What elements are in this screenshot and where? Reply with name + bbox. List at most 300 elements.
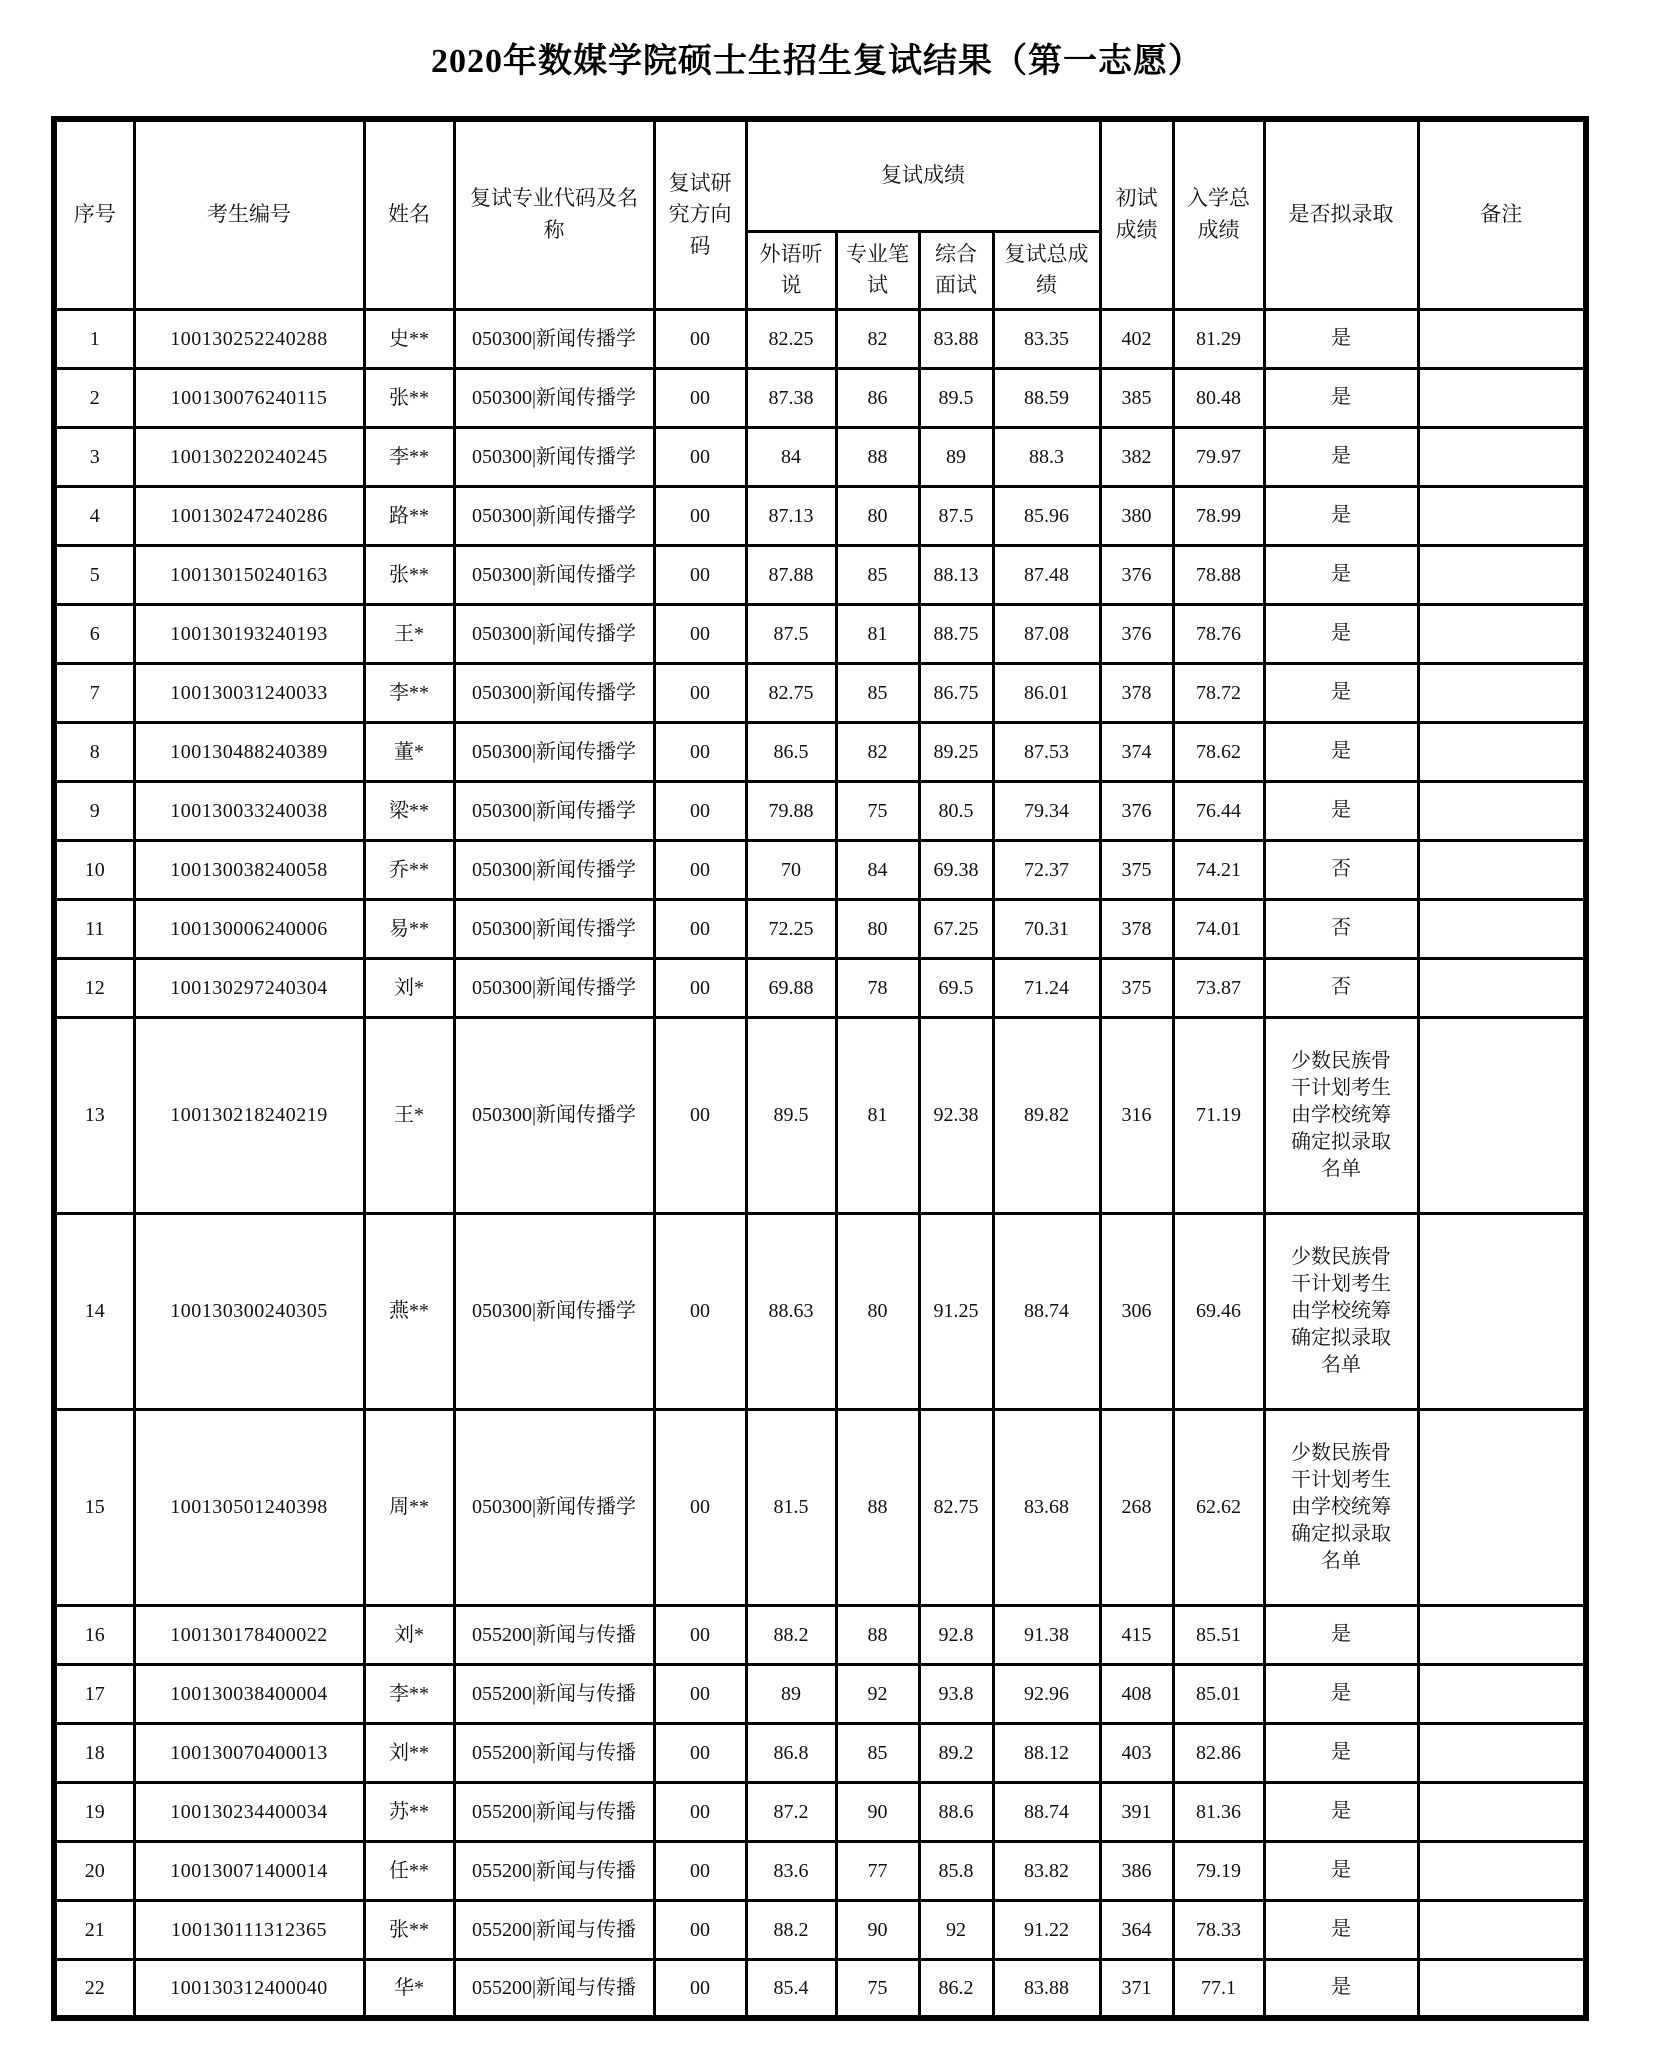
score-interview: 89.5	[919, 368, 993, 427]
row-number: 9	[54, 781, 134, 840]
score-written-test: 75	[836, 1959, 919, 2018]
candidate-name: 苏**	[364, 1782, 454, 1841]
score-initial-test: 375	[1100, 958, 1173, 1017]
score-interview: 93.8	[919, 1664, 993, 1723]
score-retest-total: 87.08	[993, 604, 1100, 663]
header-retest-score-group: 复试成绩	[746, 119, 1100, 231]
candidate-id: 100130033240038	[134, 781, 364, 840]
candidate-id: 100130178400022	[134, 1605, 364, 1664]
table-row	[54, 1605, 1586, 1664]
admission-status: 是	[1264, 427, 1418, 486]
candidate-name: 李**	[364, 663, 454, 722]
score-retest-total: 72.37	[993, 840, 1100, 899]
research-direction-code: 00	[654, 604, 746, 663]
score-admission-total: 81.36	[1173, 1782, 1264, 1841]
table-row	[54, 427, 1586, 486]
score-initial-test: 376	[1100, 604, 1173, 663]
major-code-name: 050300|新闻传播学	[454, 545, 654, 604]
table-row	[54, 604, 1586, 663]
score-initial-test: 378	[1100, 663, 1173, 722]
results-table-body	[54, 309, 1586, 2018]
remarks-cell	[1418, 1664, 1586, 1723]
candidate-id: 100130193240193	[134, 604, 364, 663]
row-number: 12	[54, 958, 134, 1017]
remarks-cell	[1418, 427, 1586, 486]
admission-status: 是	[1264, 309, 1418, 368]
score-foreign-listening: 88.63	[746, 1213, 836, 1409]
remarks-cell	[1418, 899, 1586, 958]
score-admission-total: 78.99	[1173, 486, 1264, 545]
major-code-name: 050300|新闻传播学	[454, 781, 654, 840]
research-direction-code: 00	[654, 486, 746, 545]
major-code-name: 050300|新闻传播学	[454, 663, 654, 722]
score-foreign-listening: 86.8	[746, 1723, 836, 1782]
row-number: 5	[54, 545, 134, 604]
major-code-name: 055200|新闻与传播	[454, 1900, 654, 1959]
score-interview: 69.5	[919, 958, 993, 1017]
research-direction-code: 00	[654, 1723, 746, 1782]
research-direction-code: 00	[654, 1782, 746, 1841]
score-admission-total: 78.76	[1173, 604, 1264, 663]
score-retest-total: 71.24	[993, 958, 1100, 1017]
score-written-test: 78	[836, 958, 919, 1017]
score-written-test: 85	[836, 1723, 919, 1782]
score-foreign-listening: 83.6	[746, 1841, 836, 1900]
remarks-cell	[1418, 545, 1586, 604]
table-row	[54, 545, 1586, 604]
score-retest-total: 86.01	[993, 663, 1100, 722]
candidate-name: 乔**	[364, 840, 454, 899]
score-admission-total: 82.86	[1173, 1723, 1264, 1782]
score-initial-test: 408	[1100, 1664, 1173, 1723]
admission-status: 是	[1264, 1841, 1418, 1900]
score-initial-test: 391	[1100, 1782, 1173, 1841]
score-foreign-listening: 72.25	[746, 899, 836, 958]
score-written-test: 81	[836, 604, 919, 663]
remarks-cell	[1418, 1841, 1586, 1900]
score-interview: 85.8	[919, 1841, 993, 1900]
score-written-test: 86	[836, 368, 919, 427]
header-initial-score: 初试成绩	[1100, 119, 1173, 309]
major-code-name: 055200|新闻与传播	[454, 1664, 654, 1723]
remarks-cell	[1418, 309, 1586, 368]
research-direction-code: 00	[654, 958, 746, 1017]
candidate-id: 100130488240389	[134, 722, 364, 781]
header-name: 姓名	[364, 119, 454, 309]
row-number: 22	[54, 1959, 134, 2018]
score-interview: 92.38	[919, 1017, 993, 1213]
candidate-id: 100130038240058	[134, 840, 364, 899]
score-foreign-listening: 84	[746, 427, 836, 486]
score-admission-total: 71.19	[1173, 1017, 1264, 1213]
admission-status: 是	[1264, 1782, 1418, 1841]
score-interview: 89.2	[919, 1723, 993, 1782]
remarks-cell	[1418, 1723, 1586, 1782]
candidate-id: 100130234400034	[134, 1782, 364, 1841]
admission-status: 是	[1264, 781, 1418, 840]
header-major: 复试专业代码及名称	[454, 119, 654, 309]
score-admission-total: 80.48	[1173, 368, 1264, 427]
score-foreign-listening: 88.2	[746, 1900, 836, 1959]
score-written-test: 82	[836, 309, 919, 368]
score-foreign-listening: 89	[746, 1664, 836, 1723]
score-written-test: 81	[836, 1017, 919, 1213]
table-row	[54, 1017, 1586, 1213]
admission-status: 少数民族骨干计划考生由学校统筹确定拟录取名单	[1264, 1017, 1418, 1213]
major-code-name: 050300|新闻传播学	[454, 427, 654, 486]
score-admission-total: 73.87	[1173, 958, 1264, 1017]
major-code-name: 050300|新闻传播学	[454, 1409, 654, 1605]
major-code-name: 050300|新闻传播学	[454, 840, 654, 899]
score-retest-total: 70.31	[993, 899, 1100, 958]
score-interview: 89.25	[919, 722, 993, 781]
row-number: 15	[54, 1409, 134, 1605]
row-number: 10	[54, 840, 134, 899]
candidate-id: 100130071400014	[134, 1841, 364, 1900]
header-candidate-id: 考生编号	[134, 119, 364, 309]
score-retest-total: 89.82	[993, 1017, 1100, 1213]
score-initial-test: 374	[1100, 722, 1173, 781]
table-row	[54, 1409, 1586, 1605]
score-retest-total: 83.68	[993, 1409, 1100, 1605]
research-direction-code: 00	[654, 1409, 746, 1605]
row-number: 11	[54, 899, 134, 958]
candidate-id: 100130150240163	[134, 545, 364, 604]
admission-status: 少数民族骨干计划考生由学校统筹确定拟录取名单	[1264, 1213, 1418, 1409]
candidate-id: 100130297240304	[134, 958, 364, 1017]
research-direction-code: 00	[654, 781, 746, 840]
header-no: 序号	[54, 119, 134, 309]
score-foreign-listening: 87.88	[746, 545, 836, 604]
admission-status: 是	[1264, 368, 1418, 427]
table-row	[54, 1664, 1586, 1723]
candidate-name: 刘*	[364, 1605, 454, 1664]
remarks-cell	[1418, 486, 1586, 545]
candidate-id: 100130076240115	[134, 368, 364, 427]
header-interview: 综合面试	[919, 231, 993, 309]
remarks-cell	[1418, 1900, 1586, 1959]
remarks-cell	[1418, 1959, 1586, 2018]
major-code-name: 055200|新闻与传播	[454, 1605, 654, 1664]
research-direction-code: 00	[654, 1841, 746, 1900]
candidate-name: 刘**	[364, 1723, 454, 1782]
candidate-name: 张**	[364, 1900, 454, 1959]
score-foreign-listening: 82.25	[746, 309, 836, 368]
header-written: 专业笔试	[836, 231, 919, 309]
major-code-name: 055200|新闻与传播	[454, 1841, 654, 1900]
admission-status: 是	[1264, 663, 1418, 722]
score-initial-test: 364	[1100, 1900, 1173, 1959]
remarks-cell	[1418, 1782, 1586, 1841]
research-direction-code: 00	[654, 1900, 746, 1959]
score-interview: 89	[919, 427, 993, 486]
score-retest-total: 87.53	[993, 722, 1100, 781]
major-code-name: 050300|新闻传播学	[454, 722, 654, 781]
candidate-name: 易**	[364, 899, 454, 958]
major-code-name: 055200|新闻与传播	[454, 1782, 654, 1841]
table-row	[54, 840, 1586, 899]
row-number: 2	[54, 368, 134, 427]
candidate-name: 李**	[364, 1664, 454, 1723]
table-row	[54, 1959, 1586, 2018]
table-row	[54, 663, 1586, 722]
score-interview: 83.88	[919, 309, 993, 368]
score-interview: 88.13	[919, 545, 993, 604]
score-interview: 86.2	[919, 1959, 993, 2018]
table-row	[54, 1782, 1586, 1841]
table-row	[54, 486, 1586, 545]
candidate-name: 王*	[364, 1017, 454, 1213]
score-admission-total: 79.19	[1173, 1841, 1264, 1900]
score-admission-total: 78.72	[1173, 663, 1264, 722]
score-retest-total: 92.96	[993, 1664, 1100, 1723]
score-admission-total: 77.1	[1173, 1959, 1264, 2018]
score-initial-test: 385	[1100, 368, 1173, 427]
score-retest-total: 87.48	[993, 545, 1100, 604]
candidate-name: 梁**	[364, 781, 454, 840]
admission-status: 是	[1264, 604, 1418, 663]
score-retest-total: 85.96	[993, 486, 1100, 545]
admission-status: 少数民族骨干计划考生由学校统筹确定拟录取名单	[1264, 1409, 1418, 1605]
remarks-cell	[1418, 958, 1586, 1017]
remarks-cell	[1418, 1409, 1586, 1605]
score-written-test: 85	[836, 545, 919, 604]
score-retest-total: 83.82	[993, 1841, 1100, 1900]
remarks-cell	[1418, 1213, 1586, 1409]
remarks-cell	[1418, 781, 1586, 840]
table-row	[54, 1900, 1586, 1959]
score-interview: 82.75	[919, 1409, 993, 1605]
score-retest-total: 79.34	[993, 781, 1100, 840]
candidate-id: 100130218240219	[134, 1017, 364, 1213]
table-row	[54, 1841, 1586, 1900]
score-initial-test: 378	[1100, 899, 1173, 958]
score-admission-total: 74.21	[1173, 840, 1264, 899]
score-initial-test: 268	[1100, 1409, 1173, 1605]
results-table-header	[54, 119, 1586, 309]
major-code-name: 050300|新闻传播学	[454, 368, 654, 427]
candidate-id: 100130031240033	[134, 663, 364, 722]
candidate-name: 路**	[364, 486, 454, 545]
score-initial-test: 306	[1100, 1213, 1173, 1409]
score-retest-total: 91.38	[993, 1605, 1100, 1664]
score-foreign-listening: 89.5	[746, 1017, 836, 1213]
score-interview: 86.75	[919, 663, 993, 722]
research-direction-code: 00	[654, 1959, 746, 2018]
score-interview: 92	[919, 1900, 993, 1959]
score-admission-total: 69.46	[1173, 1213, 1264, 1409]
score-interview: 67.25	[919, 899, 993, 958]
major-code-name: 055200|新闻与传播	[454, 1959, 654, 2018]
score-retest-total: 83.88	[993, 1959, 1100, 2018]
score-retest-total: 91.22	[993, 1900, 1100, 1959]
score-foreign-listening: 70	[746, 840, 836, 899]
score-written-test: 85	[836, 663, 919, 722]
candidate-name: 周**	[364, 1409, 454, 1605]
page-title: 2020年数媒学院硕士生招生复试结果（第一志愿）	[431, 43, 1203, 80]
major-code-name: 050300|新闻传播学	[454, 899, 654, 958]
admission-status: 是	[1264, 1664, 1418, 1723]
admission-status: 是	[1264, 1959, 1418, 2018]
row-number: 6	[54, 604, 134, 663]
remarks-cell	[1418, 722, 1586, 781]
score-initial-test: 375	[1100, 840, 1173, 899]
score-foreign-listening: 85.4	[746, 1959, 836, 2018]
admission-status: 是	[1264, 722, 1418, 781]
major-code-name: 050300|新闻传播学	[454, 1017, 654, 1213]
score-foreign-listening: 88.2	[746, 1605, 836, 1664]
score-initial-test: 402	[1100, 309, 1173, 368]
header-direction-code: 复试研究方向码	[654, 119, 746, 309]
major-code-name: 050300|新闻传播学	[454, 1213, 654, 1409]
score-foreign-listening: 82.75	[746, 663, 836, 722]
score-retest-total: 83.35	[993, 309, 1100, 368]
research-direction-code: 00	[654, 427, 746, 486]
candidate-id: 100130252240288	[134, 309, 364, 368]
score-initial-test: 376	[1100, 781, 1173, 840]
candidate-id: 100130070400013	[134, 1723, 364, 1782]
score-written-test: 84	[836, 840, 919, 899]
row-number: 21	[54, 1900, 134, 1959]
candidate-id: 100130006240006	[134, 899, 364, 958]
score-written-test: 88	[836, 427, 919, 486]
row-number: 18	[54, 1723, 134, 1782]
header-listening: 外语听说	[746, 231, 836, 309]
major-code-name: 050300|新闻传播学	[454, 604, 654, 663]
remarks-cell	[1418, 368, 1586, 427]
candidate-id: 100130111312365	[134, 1900, 364, 1959]
remarks-cell	[1418, 1017, 1586, 1213]
candidate-name: 张**	[364, 368, 454, 427]
score-foreign-listening: 86.5	[746, 722, 836, 781]
header-retest-total: 复试总成绩	[993, 231, 1100, 309]
research-direction-code: 00	[654, 1664, 746, 1723]
score-written-test: 82	[836, 722, 919, 781]
score-initial-test: 371	[1100, 1959, 1173, 2018]
major-code-name: 050300|新闻传播学	[454, 309, 654, 368]
research-direction-code: 00	[654, 309, 746, 368]
score-foreign-listening: 87.38	[746, 368, 836, 427]
admission-status: 是	[1264, 1723, 1418, 1782]
score-foreign-listening: 81.5	[746, 1409, 836, 1605]
score-written-test: 77	[836, 1841, 919, 1900]
score-written-test: 92	[836, 1664, 919, 1723]
candidate-name: 董*	[364, 722, 454, 781]
score-admission-total: 74.01	[1173, 899, 1264, 958]
research-direction-code: 00	[654, 545, 746, 604]
table-row	[54, 368, 1586, 427]
research-direction-code: 00	[654, 368, 746, 427]
score-initial-test: 382	[1100, 427, 1173, 486]
major-code-name: 050300|新闻传播学	[454, 958, 654, 1017]
header-admitted: 是否拟录取	[1264, 119, 1418, 309]
score-retest-total: 88.59	[993, 368, 1100, 427]
table-row	[54, 958, 1586, 1017]
score-written-test: 80	[836, 1213, 919, 1409]
major-code-name: 055200|新闻与传播	[454, 1723, 654, 1782]
research-direction-code: 00	[654, 1213, 746, 1409]
score-written-test: 80	[836, 486, 919, 545]
score-retest-total: 88.74	[993, 1213, 1100, 1409]
candidate-name: 任**	[364, 1841, 454, 1900]
admission-status: 是	[1264, 545, 1418, 604]
candidate-name: 张**	[364, 545, 454, 604]
row-number: 16	[54, 1605, 134, 1664]
score-foreign-listening: 87.2	[746, 1782, 836, 1841]
score-interview: 91.25	[919, 1213, 993, 1409]
score-foreign-listening: 87.5	[746, 604, 836, 663]
score-foreign-listening: 79.88	[746, 781, 836, 840]
score-written-test: 90	[836, 1900, 919, 1959]
candidate-name: 燕**	[364, 1213, 454, 1409]
candidate-name: 李**	[364, 427, 454, 486]
score-admission-total: 79.97	[1173, 427, 1264, 486]
row-number: 3	[54, 427, 134, 486]
score-admission-total: 76.44	[1173, 781, 1264, 840]
remarks-cell	[1418, 663, 1586, 722]
score-interview: 92.8	[919, 1605, 993, 1664]
candidate-id: 100130501240398	[134, 1409, 364, 1605]
header-row-top	[54, 119, 1586, 231]
admission-status: 否	[1264, 958, 1418, 1017]
score-written-test: 75	[836, 781, 919, 840]
row-number: 14	[54, 1213, 134, 1409]
score-admission-total: 78.88	[1173, 545, 1264, 604]
score-admission-total: 78.33	[1173, 1900, 1264, 1959]
research-direction-code: 00	[654, 1017, 746, 1213]
row-number: 8	[54, 722, 134, 781]
score-admission-total: 78.62	[1173, 722, 1264, 781]
score-admission-total: 85.01	[1173, 1664, 1264, 1723]
header-admission-total: 入学总成绩	[1173, 119, 1264, 309]
score-written-test: 88	[836, 1605, 919, 1664]
research-direction-code: 00	[654, 1605, 746, 1664]
admission-status: 是	[1264, 1900, 1418, 1959]
score-retest-total: 88.12	[993, 1723, 1100, 1782]
row-number: 7	[54, 663, 134, 722]
row-number: 4	[54, 486, 134, 545]
score-initial-test: 316	[1100, 1017, 1173, 1213]
score-retest-total: 88.3	[993, 427, 1100, 486]
score-interview: 88.6	[919, 1782, 993, 1841]
candidate-name: 华*	[364, 1959, 454, 2018]
row-number: 1	[54, 309, 134, 368]
score-interview: 87.5	[919, 486, 993, 545]
remarks-cell	[1418, 840, 1586, 899]
research-direction-code: 00	[654, 722, 746, 781]
score-interview: 69.38	[919, 840, 993, 899]
score-interview: 88.75	[919, 604, 993, 663]
table-row	[54, 722, 1586, 781]
candidate-id: 100130247240286	[134, 486, 364, 545]
candidate-name: 史**	[364, 309, 454, 368]
admission-status: 否	[1264, 899, 1418, 958]
score-written-test: 88	[836, 1409, 919, 1605]
results-table	[51, 116, 1589, 2021]
research-direction-code: 00	[654, 840, 746, 899]
score-initial-test: 403	[1100, 1723, 1173, 1782]
candidate-id: 100130220240245	[134, 427, 364, 486]
remarks-cell	[1418, 1605, 1586, 1664]
table-row	[54, 309, 1586, 368]
score-written-test: 80	[836, 899, 919, 958]
table-row	[54, 781, 1586, 840]
research-direction-code: 00	[654, 663, 746, 722]
table-row	[54, 899, 1586, 958]
score-written-test: 90	[836, 1782, 919, 1841]
candidate-id: 100130038400004	[134, 1664, 364, 1723]
score-interview: 80.5	[919, 781, 993, 840]
